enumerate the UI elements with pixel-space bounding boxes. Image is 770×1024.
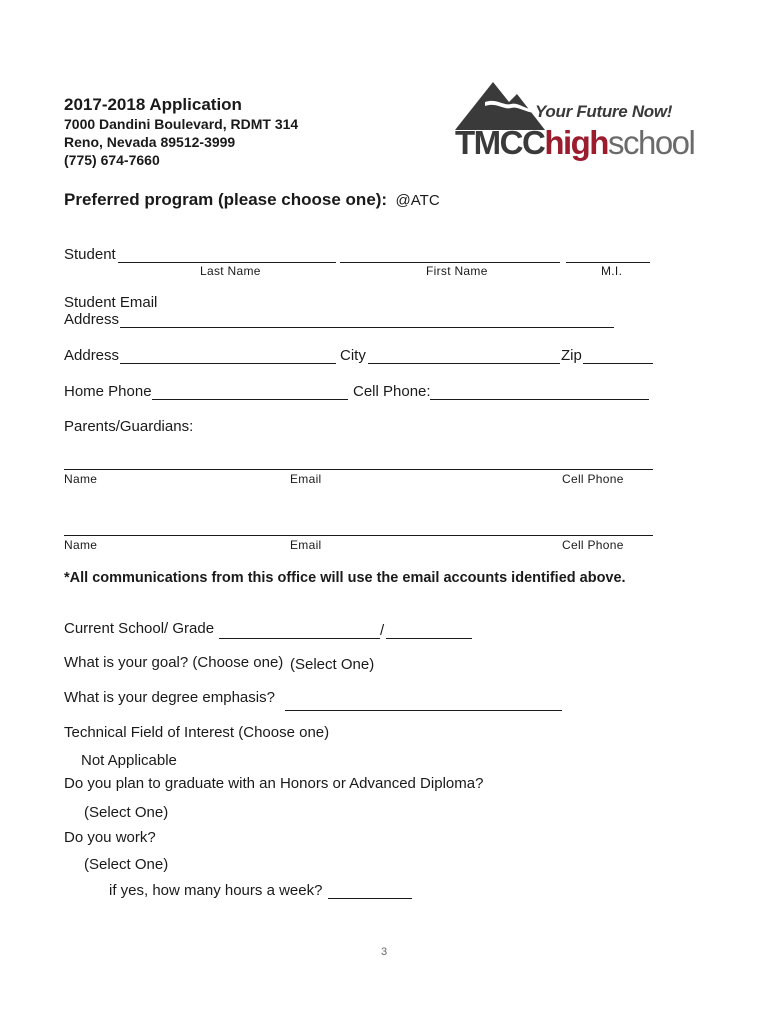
logo-wordmark-high: high <box>544 124 608 161</box>
middle-initial-field[interactable] <box>566 262 650 263</box>
school-grade-label: Current School/ Grade <box>64 620 215 637</box>
logo-wordmark <box>455 124 694 162</box>
work-label: Do you work? <box>64 829 156 846</box>
last-name-caption: Last Name <box>200 264 261 278</box>
parent-2-field[interactable] <box>64 535 653 536</box>
mountain-icon <box>455 80 545 130</box>
page-number: 3 <box>381 946 388 958</box>
school-grade-separator: / <box>380 622 385 639</box>
address-line-2: Reno, Nevada 89512-3999 <box>64 134 236 150</box>
parent-1-email-caption: Email <box>290 472 322 486</box>
parent-1-field[interactable] <box>64 469 653 470</box>
parents-label: Parents/Guardians: <box>64 418 194 435</box>
email-notice: *All communications from this office will use the email accounts identified above. <box>64 570 626 586</box>
parent-2-email-caption: Email <box>290 538 322 552</box>
goal-label: What is your goal? (Choose one) <box>64 654 284 671</box>
first-name-field[interactable] <box>340 262 560 263</box>
degree-emphasis-label: What is your degree emphasis? <box>64 689 275 706</box>
home-phone-field[interactable] <box>152 399 348 400</box>
city-field[interactable] <box>368 363 560 364</box>
degree-emphasis-field[interactable] <box>285 710 562 711</box>
logo-wordmark-tmcc: TMCC <box>455 124 545 161</box>
technical-field-label: Technical Field of Interest (Choose one) <box>64 724 330 741</box>
goal-select[interactable]: (Select One) <box>290 656 375 673</box>
cell-phone-label: Cell Phone: <box>353 383 431 400</box>
student-label: Student <box>64 246 116 263</box>
parent-2-cell-caption: Cell Phone <box>562 538 624 552</box>
program-select[interactable]: @ATC <box>395 192 440 209</box>
hours-label: if yes, how many hours a week? <box>109 882 323 899</box>
program-label: Preferred program (please choose one): <box>64 190 388 209</box>
student-email-field[interactable] <box>120 327 614 328</box>
program-row <box>64 190 440 210</box>
city-label: City <box>340 347 366 364</box>
honors-diploma-select[interactable]: (Select One) <box>84 804 169 821</box>
address-line-1: 7000 Dandini Boulevard, RDMT 314 <box>64 116 299 132</box>
current-school-field[interactable] <box>219 638 380 639</box>
parent-1-cell-caption: Cell Phone <box>562 472 624 486</box>
student-email-label-line1: Student Email <box>64 294 158 311</box>
address-field[interactable] <box>120 363 336 364</box>
student-email-label-line2: Address <box>64 311 120 328</box>
cell-phone-field[interactable] <box>430 399 649 400</box>
zip-label: Zip <box>561 347 582 364</box>
parent-1-name-caption: Name <box>64 472 98 486</box>
logo-tagline: Your Future Now! <box>535 102 673 121</box>
address-label: Address <box>64 347 120 364</box>
honors-diploma-label: Do you plan to graduate with an Honors or Advanced Diploma? <box>64 775 484 792</box>
work-select[interactable]: (Select One) <box>84 856 169 873</box>
first-name-caption: First Name <box>426 264 488 278</box>
technical-field-select[interactable]: Not Applicable <box>81 752 177 769</box>
home-phone-label: Home Phone <box>64 383 152 400</box>
last-name-field[interactable] <box>118 262 336 263</box>
form-title: 2017-2018 Application <box>64 95 242 114</box>
zip-field[interactable] <box>583 363 653 364</box>
logo-wordmark-school: school <box>607 124 695 161</box>
mi-caption: M.I. <box>601 264 623 278</box>
phone-number: (775) 674-7660 <box>64 152 160 168</box>
tmcc-high-school-logo <box>455 80 695 170</box>
parent-2-name-caption: Name <box>64 538 98 552</box>
grade-field[interactable] <box>386 638 472 639</box>
hours-field[interactable] <box>328 898 412 899</box>
